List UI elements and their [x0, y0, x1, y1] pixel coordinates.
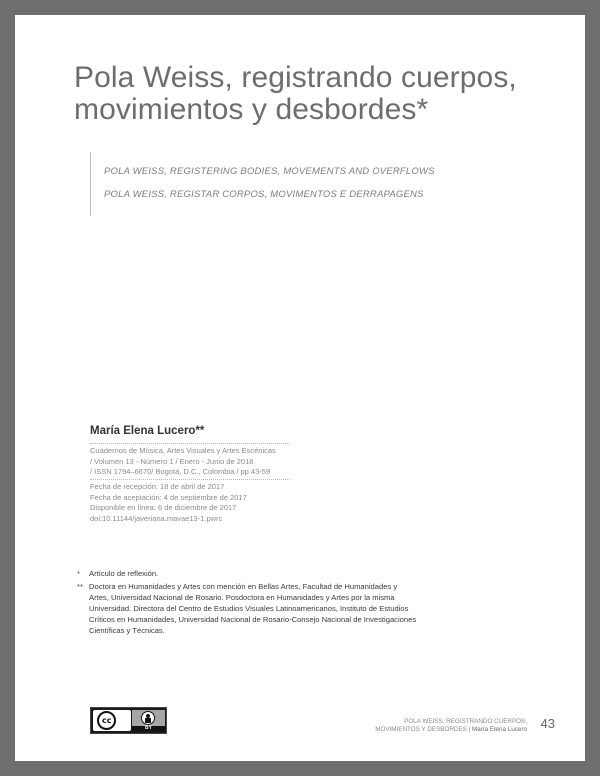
- journal-info: [90, 443, 290, 478]
- running-footer: [375, 718, 527, 734]
- journal-line-1: Cuadernos de Música, Artes Visuales y Artes Escénicas: [90, 446, 276, 455]
- footnote-1: [77, 568, 417, 579]
- title-line-2: movimientos y desbordes*: [74, 93, 429, 126]
- english-title: POLA WEISS, REGISTERING BODIES, MOVEMENTS AND OVERFLOWS: [104, 166, 435, 177]
- author-name: María Elena Lucero**: [90, 425, 205, 437]
- cc-logo-text: cc: [102, 716, 112, 725]
- title-line-1: Pola Weiss, registrando cuerpos,: [74, 61, 517, 94]
- received-date: Fecha de recepción: 18 de abril de 2017: [90, 482, 225, 491]
- footnote-2-text: Doctora en Humanidades y Artes con mención en Bellas Artes, Facultad de Humanidades y Artes, Universidad Nacional de Rosario. Posdoctora en Humanidades y Artes por la misma Universidad. Directora del Centro de Estudios Visuales Latinoamericanos, Instituto de Estudios Críticos en Humanidades, Universidad Nacional de Rosario-Consejo Nacional de Investigaciones Científicas y Técnicas.: [89, 582, 417, 635]
- footnotes: [77, 568, 417, 636]
- dates-info: [90, 479, 290, 524]
- doi-link[interactable]: doi:10.11144/javeriana.mavae13-1.pwrc: [90, 513, 223, 523]
- running-title-line-1: POLA WEISS, REGISTRANDO CUERPOS,: [404, 718, 527, 725]
- footnote-2-mark: **: [77, 582, 83, 591]
- running-title-line-2: MOVIMIENTOS Y DESBORDES | María Elena Lucero: [375, 726, 527, 733]
- journal-line-3: / ISSN 1794–6670/ Bogotá, D.C., Colombia / pp.43-59: [90, 467, 271, 476]
- by-attribution-area: [132, 710, 165, 731]
- cc-icon: [97, 711, 116, 730]
- footnote-2: [77, 581, 417, 636]
- footnote-1-mark: *: [77, 569, 80, 578]
- translated-titles: [90, 152, 523, 216]
- online-date: Disponible en línea: 6 de diciembre de 2017: [90, 503, 237, 512]
- footnote-1-text: Artículo de reflexión.: [89, 569, 159, 578]
- portuguese-title: POLA WEISS, REGISTAR CORPOS, MOVIMENTOS E DERRAPAGENS: [104, 189, 424, 200]
- cc-logo-area: [93, 710, 131, 731]
- attribution-person-icon: [141, 711, 155, 725]
- accepted-date: Fecha de aceptación: 4 de septiembre de 2017: [90, 492, 247, 502]
- paper-page: [15, 15, 585, 761]
- by-label: BY: [132, 726, 165, 731]
- creative-commons-badge[interactable]: [90, 707, 167, 734]
- page-number: 43: [540, 716, 555, 731]
- article-title: [74, 62, 554, 126]
- journal-line-2: / Volumen 13 - Número 1 / Enero - Junio de 2018: [90, 456, 254, 466]
